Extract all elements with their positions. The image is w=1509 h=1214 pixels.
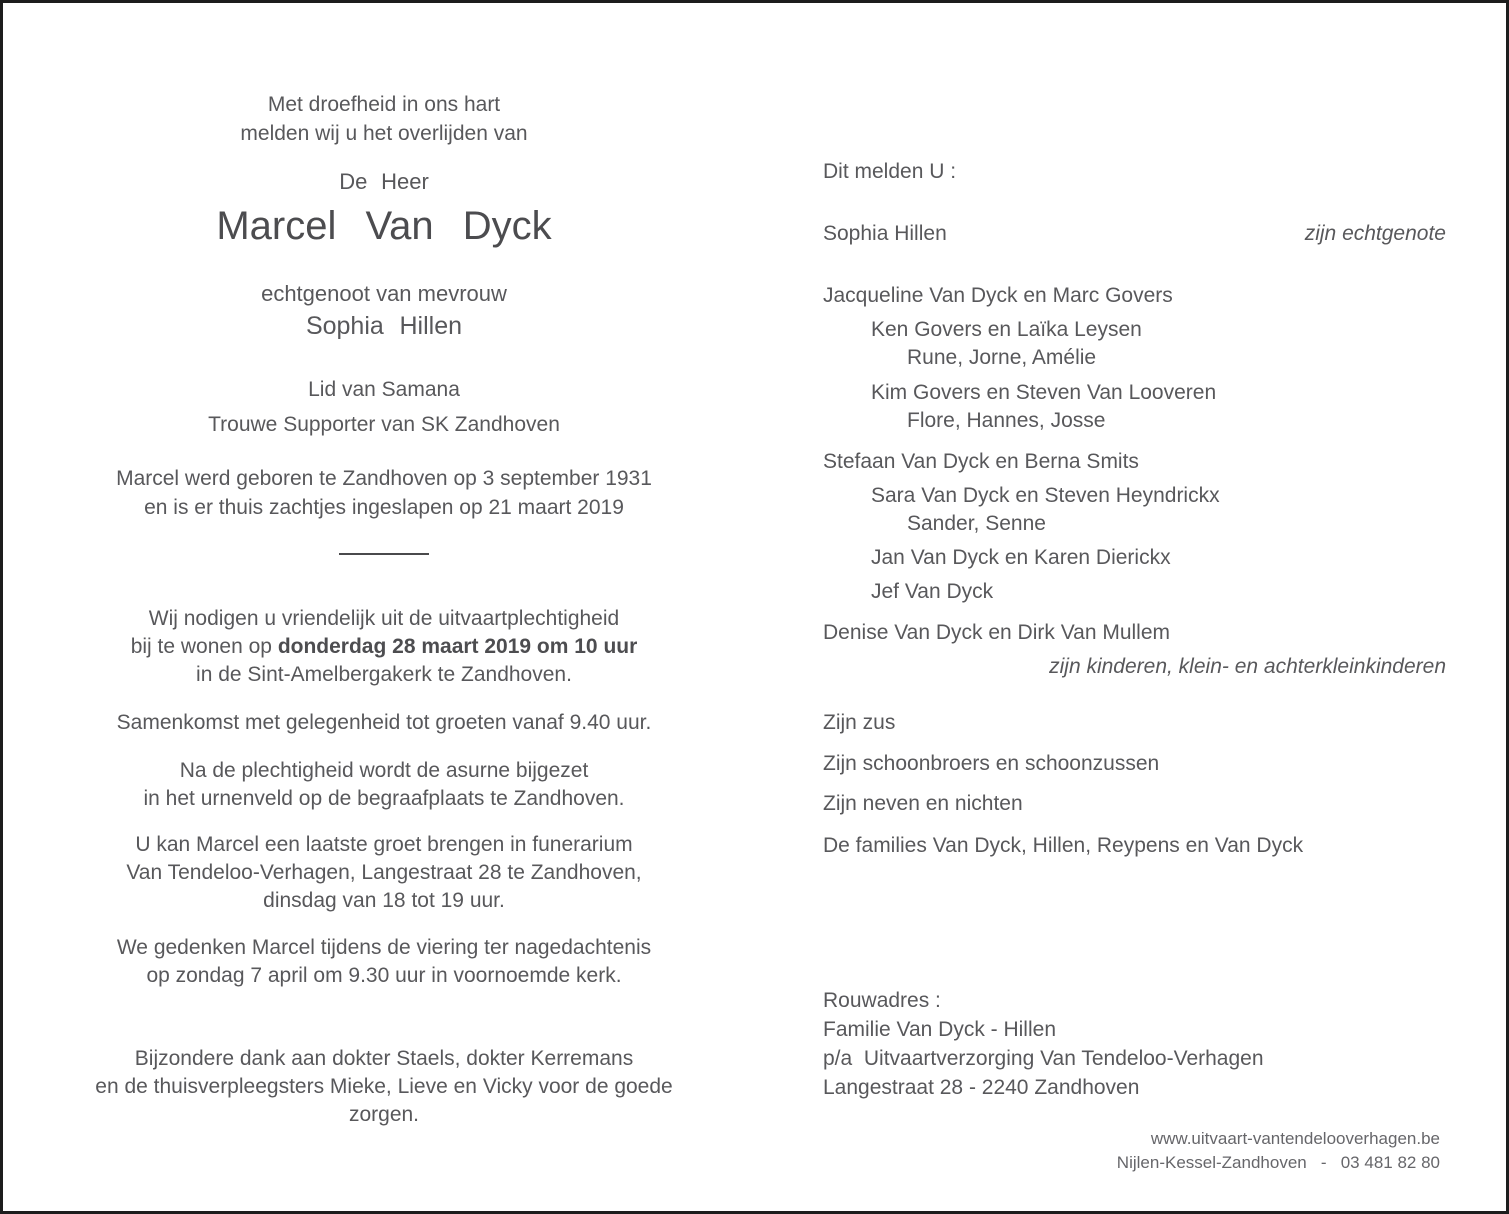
announcement-column <box>88 90 680 1129</box>
gathering-info: Samenkomst met gelegenheid tot groeten vanaf 9.40 uur. <box>116 711 652 734</box>
family-member: Sara Van Dyck en Steven Heyndrickx <box>871 484 1220 507</box>
invitation-line-3: in de Sint-Amelbergakerk te Zandhoven. <box>196 663 572 686</box>
thanks-note <box>88 1045 680 1129</box>
funeral-invitation <box>88 605 680 689</box>
family-member: Denise Van Dyck en Dirk Van Mullem <box>823 621 1171 644</box>
other-relatives: Zijn schoonbroers en schoonzussen <box>823 752 1160 775</box>
family-heading: Dit melden U : <box>823 160 957 183</box>
funeral-home-contact: Nijlen-Kessel-Zandhoven - 03 481 82 80 <box>1116 1153 1440 1172</box>
spouse-row-relation: zijn echtgenote <box>1304 222 1446 245</box>
family-member: Flore, Hannes, Josse <box>907 409 1106 432</box>
membership-samana: Lid van Samana <box>308 378 460 401</box>
death-line: en is er thuis zachtjes ingeslapen op 21 maart 2019 <box>144 496 624 519</box>
spouse-name: Sophia Hillen <box>305 312 463 340</box>
funeral-date-time: donderdag 28 maart 2019 om 10 uur <box>277 635 638 658</box>
salutation: De Heer <box>339 169 429 194</box>
funeral-home-footer <box>1117 1127 1440 1175</box>
invitation-line-2 <box>88 633 680 661</box>
family-member: Ken Govers en Laïka Leysen <box>871 318 1142 341</box>
children-relation-note: zijn kinderen, klein- en achterkleinkinderen <box>1049 655 1446 678</box>
family-member: Jef Van Dyck <box>871 580 994 603</box>
family-member: Jacqueline Van Dyck en Marc Govers <box>823 284 1173 307</box>
other-relatives: De families Van Dyck, Hillen, Reypens en Van Dyck <box>823 834 1304 857</box>
mourning-address-line-1: Familie Van Dyck - Hillen <box>823 1018 1056 1041</box>
spouse-row-name: Sophia Hillen <box>823 222 947 245</box>
divider <box>339 553 429 555</box>
funeral-home-website: www.uitvaart-vantendelooverhagen.be <box>1150 1129 1440 1148</box>
family-member: Sander, Senne <box>907 512 1046 535</box>
mourning-address-label: Rouwadres : <box>823 989 941 1012</box>
memorial-line-2: op zondag 7 april om 9.30 uur in voornoemde kerk. <box>146 964 622 987</box>
spouse-prefix: echtgenoot van mevrouw <box>261 281 507 306</box>
mourning-address-line-3: Langestraat 28 - 2240 Zandhoven <box>823 1076 1140 1099</box>
other-relatives: Zijn neven en nichten <box>823 792 1023 815</box>
invitation-line-1: Wij nodigen u vriendelijk uit de uitvaartplechtigheid <box>148 607 620 630</box>
family-member: Stefaan Van Dyck en Berna Smits <box>823 450 1139 473</box>
urn-info <box>88 757 680 813</box>
funerarium-line-3: dinsdag van 18 tot 19 uur. <box>263 889 505 912</box>
funerarium-line-2: Van Tendeloo-Verhagen, Langestraat 28 te Zandhoven, <box>126 861 642 884</box>
urn-line-1: Na de plechtigheid wordt de asurne bijgezet <box>179 759 589 782</box>
family-member: Jan Van Dyck en Karen Dierickx <box>871 546 1171 569</box>
family-member: Rune, Jorne, Amélie <box>907 346 1097 369</box>
intro-text <box>88 90 680 148</box>
urn-line-2: in het urnenveld op de begraafplaats te Zandhoven. <box>143 787 625 810</box>
intro-line-1: Met droefheid in ons hart <box>267 93 501 116</box>
intro-line-2: melden wij u het overlijden van <box>240 122 528 145</box>
memorial-line-1: We gedenken Marcel tijdens de viering ter nagedachtenis <box>116 936 652 959</box>
memorial-service-info <box>88 934 680 990</box>
thanks-line-1: Bijzondere dank aan dokter Staels, dokter Kerremans <box>134 1047 634 1070</box>
funerarium-line-1: U kan Marcel een laatste groet brengen in funerarium <box>135 833 633 856</box>
mourning-address <box>823 986 1446 1102</box>
invitation-line-2-prefix: bij te wonen op <box>130 635 278 658</box>
funerarium-info <box>88 831 680 915</box>
family-member: Kim Govers en Steven Van Looveren <box>871 381 1217 404</box>
birth-line: Marcel werd geboren te Zandhoven op 3 september 1931 <box>116 467 652 490</box>
membership-sk-zandhoven: Trouwe Supporter van SK Zandhoven <box>208 413 560 436</box>
mourning-address-line-2: p/a Uitvaartverzorging Van Tendeloo-Verhagen <box>823 1047 1264 1070</box>
spouse-row <box>823 220 1446 248</box>
family-column <box>823 158 1446 1102</box>
deceased-name: Marcel Van Dyck <box>216 204 552 248</box>
other-relatives: Zijn zus <box>823 711 896 734</box>
thanks-line-2: en de thuisverpleegsters Mieke, Lieve en Vicky voor de goede zorgen. <box>95 1075 673 1126</box>
life-dates <box>88 464 680 522</box>
